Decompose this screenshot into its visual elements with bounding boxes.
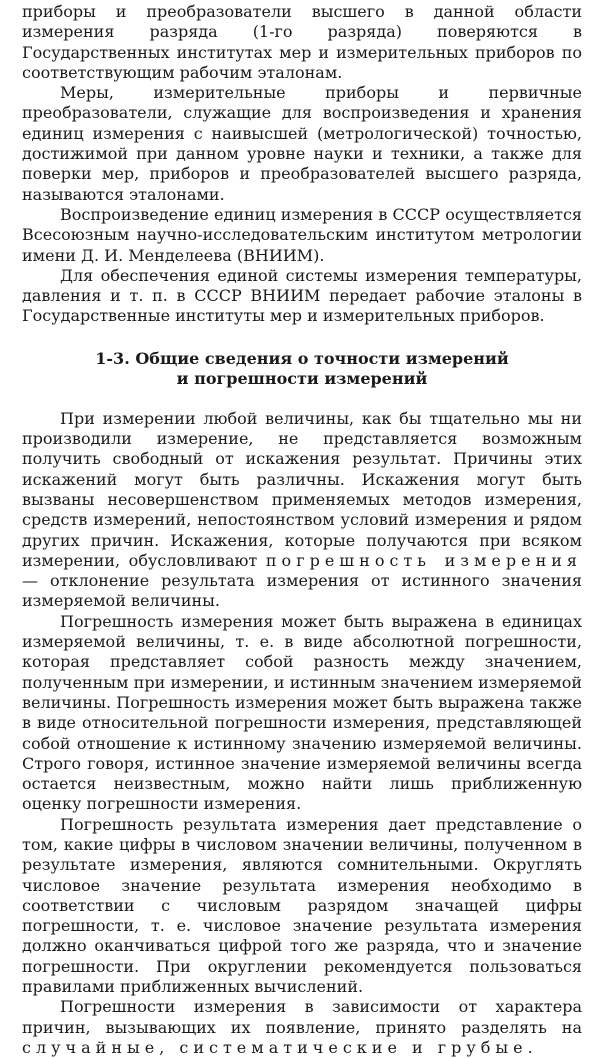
paragraph-text: — отклонение результата измерения от истинного значения измеряемой величины. <box>22 571 582 611</box>
section-heading-line1: 1-3. Общие сведения о точности измерений <box>95 348 509 368</box>
section-heading-line2: и погрешности измерений <box>176 368 428 388</box>
paragraph-etalons-definition: Меры, измерительные приборы и первичные преобразователи, служащие для воспроизведения и хранения единиц измерения с наивысшей (метрологической) точностью, достижимой при данном уровне науки и техники, а также для поверки мер, приборов и преобразователей высшего разряда, называются эталонами. <box>22 83 582 204</box>
section-heading <box>22 349 582 389</box>
paragraph-continuation: приборы и преобразователи высшего в данной области измерения разряда (1-го разряда) поверяются в Государственных институтах мер и измерительных приборов по соответствующим рабочим эталонам. <box>22 2 582 82</box>
paragraph-error-types <box>22 997 582 1058</box>
paragraph-vniim: Воспроизведение единиц измерения в СССР осуществляется Всесоюзным научно-исследовательским институтом метрологии имени Д. И. Менделеева (ВНИИМ). <box>22 204 582 265</box>
paragraph-measurement-errors <box>22 409 582 612</box>
paragraph-text: Погрешности измерения в зависимости от характера причин, вызывающих их появление, принято разделять на <box>22 997 582 1037</box>
paragraph-absolute-relative-error: Погрешность измерения может быть выражена в единицах измеряемой величины, т. е. в виде абсолютной погрешности, которая представляет собой разность между значением, полученным при измерении, и истинным значением измеряемой величины. Погрешность измерения может быть выражена также в виде относительной погрешности измерения, представляющей собой отношение к истинному значению измеряемой величины. Строго говоря, истинное значение измеряемой величины всегда остается неизвестным, можно найти лишь приближенную оценку погрешности измерения. <box>22 611 582 814</box>
emphasized-term: погрешность измерения <box>265 550 583 570</box>
paragraph-text: При измерении любой величины, как бы тщательно мы ни производили измерение, не представляется возможным получить свободный от искажения результат. Причины этих искажений могут быть различны. Искажения могут быть вызваны несовершенством применяемых методов измерения, средств измерений, непостоянством условий измерения и рядом других причин. Искажения, которые получаются при всяком измерении, обусловливают <box>22 408 582 570</box>
paragraph-rounding: Погрешность результата измерения дает представление о том, какие цифры в числовом значении величины, полученном в результате измерения, являются сомнительными. Округлять числовое значение результата измерения необходимо в соответствии с числовым разрядом значащей цифры погрешности, т. е. числовое значение результата измерения должно оканчиваться цифрой того же разряда, что и значение погрешности. При округлении рекомендуется пользоваться правилами приближенных вычислений. <box>22 814 582 997</box>
emphasized-term: случайные, систематические и грубые. <box>22 1037 538 1057</box>
paragraph-unified-system: Для обеспечения единой системы измерения температуры, давления и т. п. в СССР ВНИИМ передает рабочие эталоны в Государственные институты мер и измерительных приборов. <box>22 265 582 326</box>
